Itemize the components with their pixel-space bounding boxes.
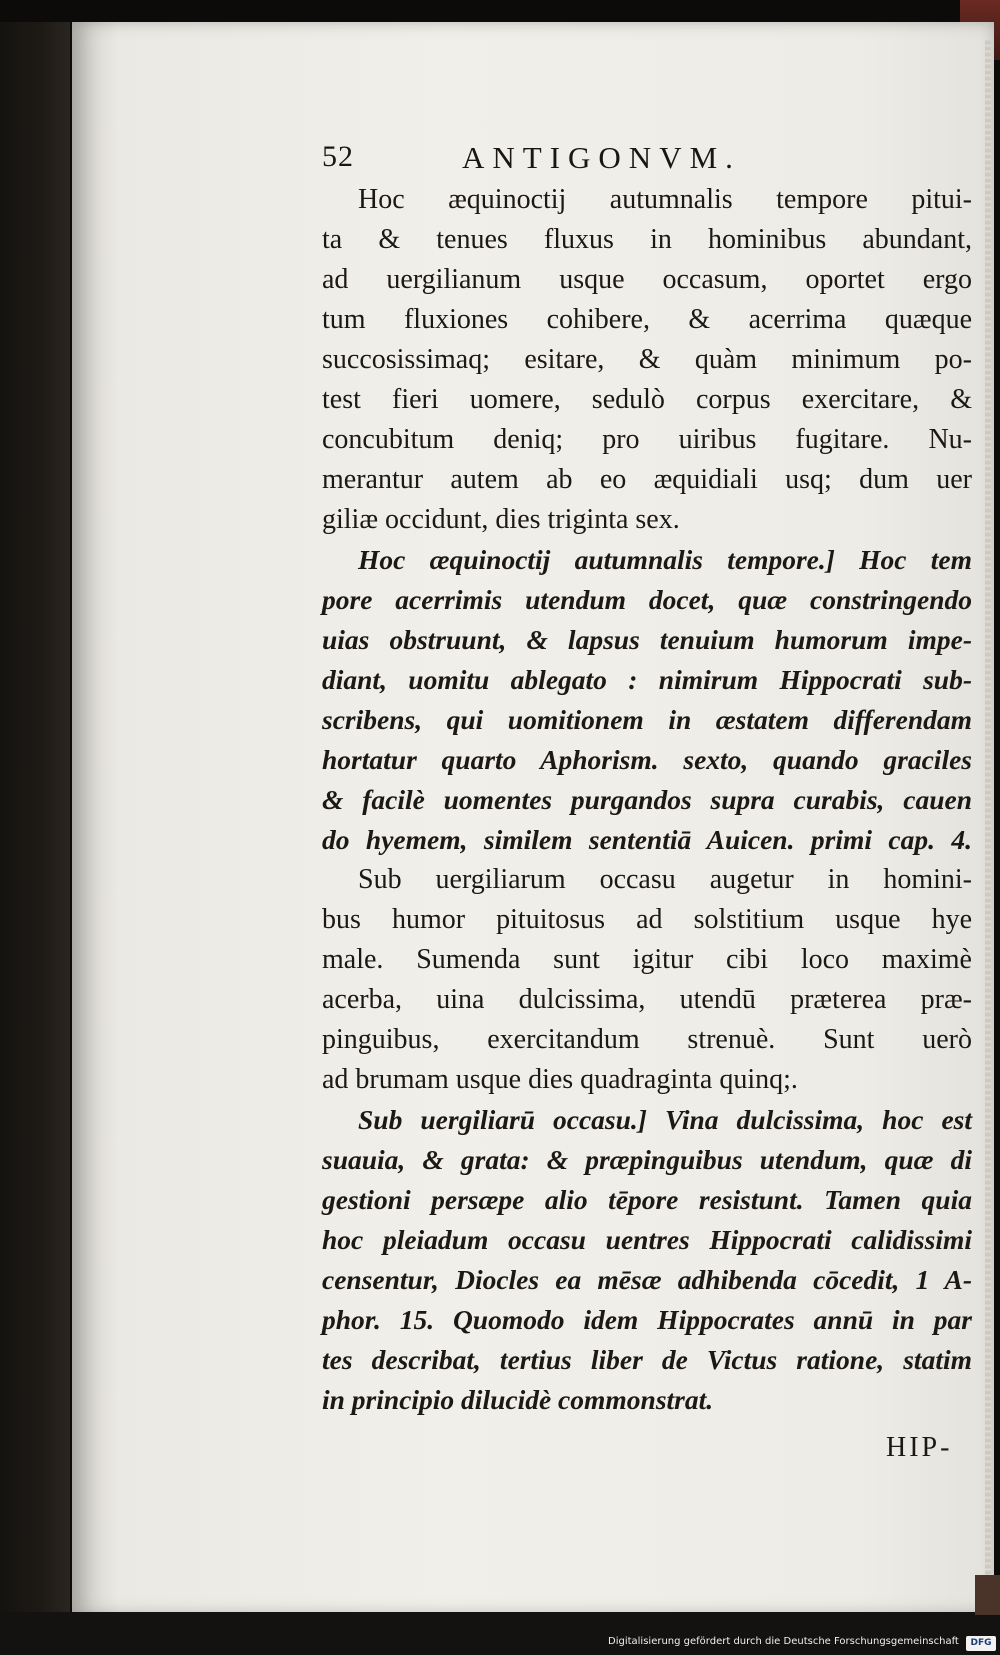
- text-line: Hoc æquinoctij autumnalis tempore pitui-: [358, 184, 972, 215]
- text-line: hortatur quarto Aphorism. sexto, quando graciles: [322, 744, 972, 775]
- text-line: concubitum deniq; pro uiribus fugitare. Nu-: [322, 424, 972, 455]
- text-line: Sub uergiliarū occasu.] Vina dulcissima, hoc est: [358, 1104, 972, 1135]
- text-line: uias obstruunt, & lapsus tenuium humorum impe-: [322, 624, 972, 655]
- text-line: in principio dilucidè commonstrat.: [322, 1384, 714, 1415]
- catchword: HIP-: [886, 1432, 953, 1463]
- text-line: pore acerrimis utendum docet, quæ constringendo: [322, 584, 972, 615]
- text-line: scribens, qui uomitionem in æstatem differendam: [322, 704, 972, 735]
- text-line: giliæ occidunt, dies triginta sex.: [322, 504, 680, 535]
- text-line: & facilè uomentes purgandos supra curabis, cauen: [322, 784, 972, 815]
- digitization-credit: Digitalisierung gefördert durch die Deutsche Forschungsgemeinschaft: [608, 1636, 959, 1647]
- page-number: 52: [322, 140, 354, 173]
- scan-background-top: [0, 0, 1000, 22]
- book-binding-corner: [975, 1575, 1000, 1615]
- text-block: [322, 180, 972, 1420]
- text-line: tum fluxiones cohibere, & acerrima quæque: [322, 304, 972, 335]
- text-line: ad uergilianum usque occasum, oportet ergo: [322, 264, 972, 295]
- book-cover-left: [0, 0, 70, 1655]
- text-line: male. Sumenda sunt igitur cibi loco maximè: [322, 944, 972, 975]
- text-line: do hyemem, similem sententiā Auicen. primi cap. 4.: [322, 824, 972, 855]
- text-line: gestioni persæpe alio tēpore resistunt. Tamen quia: [322, 1184, 972, 1215]
- text-line: ta & tenues fluxus in hominibus abundant,: [322, 224, 972, 255]
- text-line: Hoc æquinoctij autumnalis tempore.] Hoc tem: [358, 544, 972, 575]
- text-line: hoc pleiadum occasu uentres Hippocrati calidissimi: [322, 1224, 972, 1255]
- text-line: diant, uomitu ablegato : nimirum Hippocrati sub-: [322, 664, 972, 695]
- text-line: phor. 15. Quomodo idem Hippocrates annū in par: [322, 1304, 972, 1335]
- text-line: test fieri uomere, sedulò corpus exercitare, &: [322, 384, 972, 415]
- text-line: Sub uergiliarum occasu augetur in homini-: [358, 864, 972, 895]
- paragraph-2: [322, 860, 972, 1100]
- dfg-logo: DFG: [966, 1636, 996, 1651]
- paragraph-1: [322, 180, 972, 540]
- text-line: suauia, & grata: & præpinguibus utendum, quæ di: [322, 1144, 972, 1175]
- page-edges: [985, 40, 991, 1600]
- text-line: succosissimaq; esitare, & quàm minimum po-: [322, 344, 972, 375]
- text-line: censentur, Diocles ea mēsæ adhibenda cōcedit, 1 A-: [322, 1264, 972, 1295]
- commentary-1: [322, 540, 972, 860]
- text-line: tes describat, tertius liber de Victus ratione, statim: [322, 1344, 972, 1375]
- text-line: acerba, uina dulcissima, utendū præterea præ-: [322, 984, 972, 1015]
- text-line: ad brumam usque dies quadraginta quinq;.: [322, 1064, 798, 1095]
- text-line: bus humor pituitosus ad solstitium usque hye: [322, 904, 972, 935]
- text-line: pinguibus, exercitandum strenuè. Sunt uerò: [322, 1024, 972, 1055]
- commentary-2: [322, 1100, 972, 1420]
- text-line: merantur autem ab eo æquidiali usq; dum uer: [322, 464, 972, 495]
- running-title: ANTIGONVM.: [462, 140, 741, 175]
